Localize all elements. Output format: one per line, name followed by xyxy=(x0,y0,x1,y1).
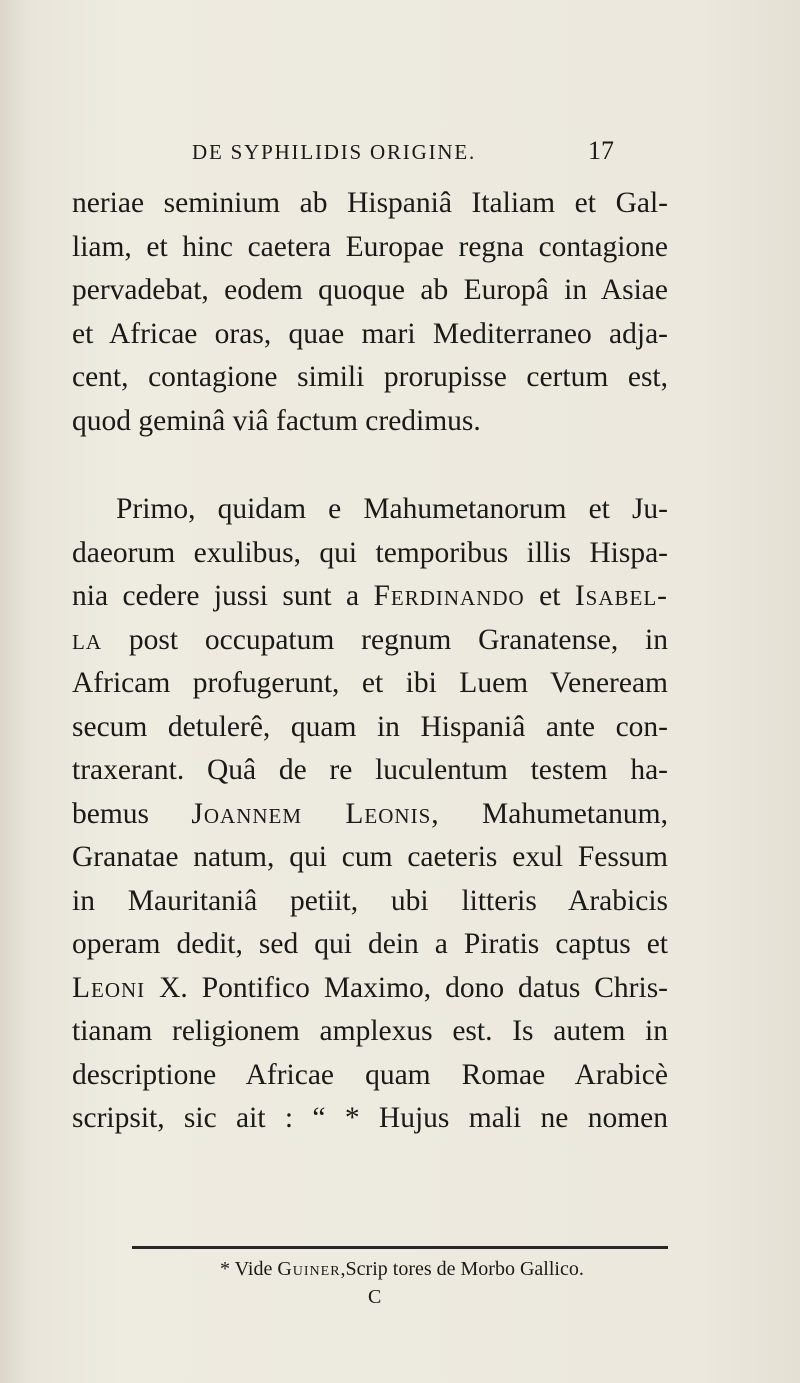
text-line: in Mauritaniâ petiit, ubi litteris Arabicis xyxy=(72,884,668,917)
text-run: et xyxy=(524,580,575,612)
text-run: * Vide xyxy=(220,1258,278,1280)
text-line: quod geminâ viâ factum credimus. xyxy=(72,404,481,437)
text-line: operam dedit, sed qui dein a Piratis captus et xyxy=(72,928,668,960)
text-line: et Africae oras, quae mari Mediterraneo adja- xyxy=(72,317,668,350)
text-line: secum detulerê, quam in Hispaniâ ante con- xyxy=(72,710,668,743)
text-run: ,Scrip tores de Morbo Gallico. xyxy=(340,1258,584,1280)
page-number: 17 xyxy=(588,136,614,165)
text-line: daeorum exulibus, qui temporibus illis Hispa- xyxy=(72,536,668,569)
text-line: Africam profugerunt, et ibi Luem Veneream xyxy=(72,667,668,699)
text-line: descriptione Africae quam Romae Arabicè xyxy=(72,1058,668,1091)
text-run: Mahumetanum, xyxy=(439,797,668,830)
running-head-title: DE SYPHILIDIS ORIGINE. xyxy=(192,140,477,164)
text-line: traxerant. Quâ de re luculentum testem ha- xyxy=(72,754,668,786)
name-guiner: Guiner xyxy=(277,1258,341,1280)
name-ferdinando: Ferdinando xyxy=(373,580,525,612)
text-line: neriae seminium ab Hispaniâ Italiam et Gal- xyxy=(72,187,668,219)
text-line xyxy=(72,619,668,663)
paragraph-1 xyxy=(72,182,668,443)
text-line: tianam religionem amplexus est. Is autem in xyxy=(72,1015,668,1047)
text-line: liam, et hinc caetera Europae regna contagione xyxy=(72,230,668,263)
paragraph-2 xyxy=(72,488,668,1141)
name-joannem-leonis: Joannem Leonis, xyxy=(191,797,440,830)
text-line xyxy=(72,575,668,619)
name-leoni: Leoni xyxy=(72,971,146,1004)
name-isabella-cont: la xyxy=(72,623,102,656)
signature-mark: C xyxy=(368,1286,382,1308)
text-line: scripsit, sic ait : “ * Hujus mali ne nomen xyxy=(72,1102,668,1134)
text-line xyxy=(72,967,668,1011)
footnote xyxy=(220,1256,660,1282)
text-run: nia cedere jussi sunt a xyxy=(72,580,374,612)
text-run: bemus xyxy=(72,797,192,830)
text-line: Primo, quidam e Mahumetanorum et Ju- xyxy=(116,493,668,525)
text-run: post occupatum regnum Granatense, in xyxy=(102,623,668,656)
text-line: cent, contagione simili prorupisse certum est, xyxy=(72,361,668,393)
text-line: Granatae natum, qui cum caeteris exul Fessum xyxy=(72,841,668,873)
text-line: pervadebat, eodem quoque ab Europâ in Asiae xyxy=(72,274,668,306)
text-line xyxy=(72,793,668,837)
running-head xyxy=(0,136,800,170)
footnote-divider xyxy=(132,1246,668,1249)
text-run: X. Pontifico Maximo, dono datus Chris- xyxy=(145,971,668,1004)
name-isabella: Isabel- xyxy=(574,580,668,612)
